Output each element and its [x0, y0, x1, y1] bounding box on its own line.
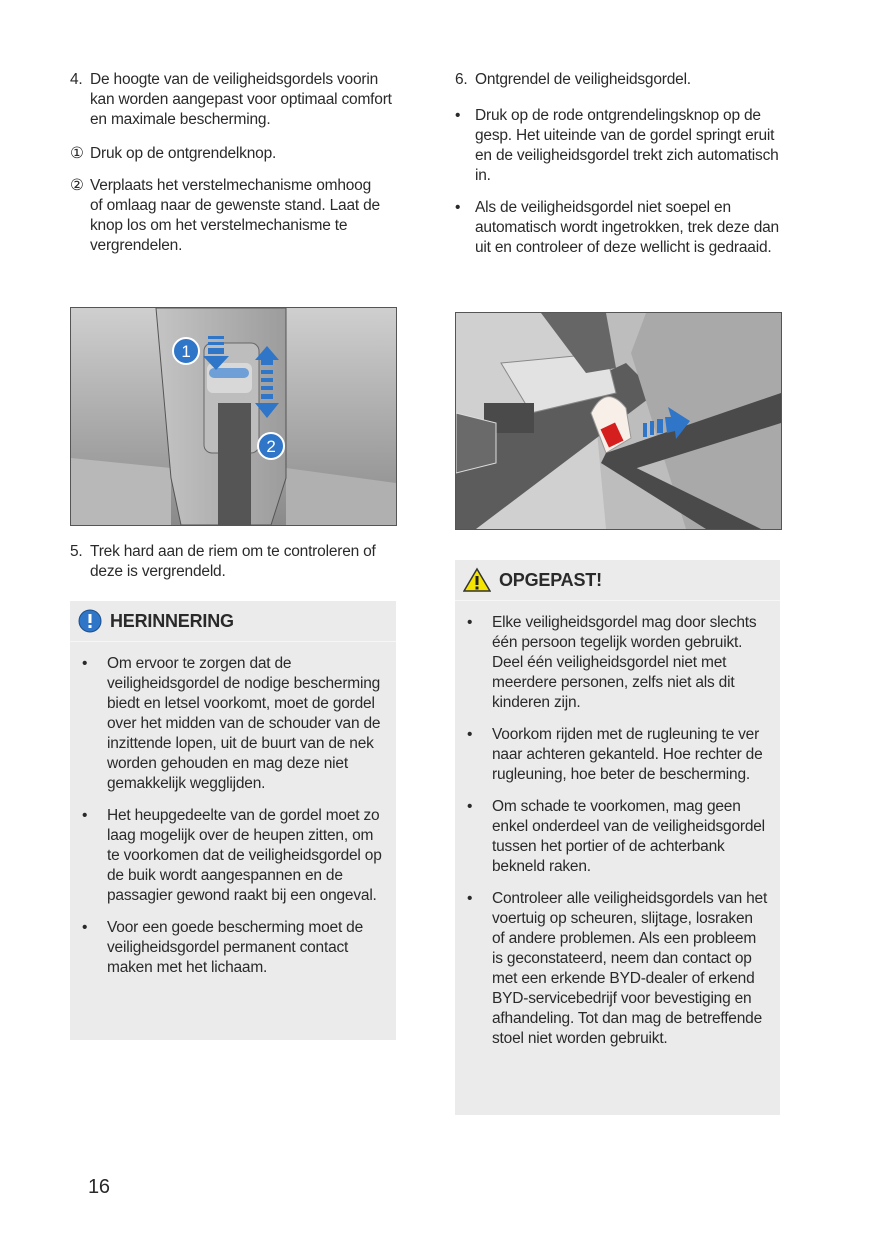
step-text: De hoogte van de veiligheidsgordels voorin kan worden aangepast voor optimaal comfort en maximale bescherming. [90, 71, 392, 128]
reminder-header [70, 601, 396, 642]
step-number: 4. [70, 71, 83, 88]
right-column [455, 70, 781, 270]
callout-2: 2 [266, 437, 276, 456]
instruction-item: • Als de veiligheidsgordel niet soepel en automatisch wordt ingetrokken, trek deze dan uit en controleer of deze wellicht is gedraaid. [455, 199, 779, 256]
reminder-title: HERINNERING [110, 611, 234, 631]
substep-text: Druk op de ontgrendelknop. [90, 145, 277, 162]
info-exclamation-icon [78, 609, 102, 633]
substep-1 [70, 144, 400, 164]
reminder-item: • Om ervoor te zorgen dat de veiligheidsgordel de nodige bescherming biedt en letsel voorkomt, moet de gordel over het midden van de schouder van de inzittende lopen, uit de buurt van de nek worden gehouden en mag deze niet gemakkelijk wegglijden. [82, 655, 381, 792]
step-5 [70, 542, 400, 596]
caution-box [455, 560, 780, 1115]
reminder-item: • Het heupgedeelte van de gordel moet zo laag mogelijk over de heupen zitten, om te voorkomen dat de veiligheidsgordel op de buik wordt aangespannen en de passagier gewond raakt bij een ongeval. [82, 807, 382, 904]
caution-item: • Voorkom rijden met de rugleuning te ver naar achteren gekanteld. Hoe rechter de rugleuning, hoe beter de bescherming. [467, 726, 763, 783]
seatbelt-release-illustration [455, 312, 782, 530]
substep-text: Verplaats het verstelmechanisme omhoog of omlaag naar de gewenste stand. Laat de knop los om het verstelmechanisme te vergrendelen. [90, 177, 380, 254]
caution-item: • Controleer alle veiligheidsgordels van het voertuig op scheuren, slijtage, losraken of andere problemen. Als een probleem is geconstateerd, neem dan contact op met een erkende BYD-dealer of erkend BYD-servicebedrijf voor bevestiging en afhandeling. Tot dan mag de betreffende stoel niet worden gebruikt. [467, 890, 768, 1047]
circled-number: ① [70, 145, 84, 162]
substep-2 [70, 176, 400, 256]
step-number: 5. [70, 543, 83, 560]
page-number: 16 [88, 1176, 110, 1198]
step-text: Trek hard aan de riem om te controleren of deze is vergrendeld. [90, 543, 376, 580]
reminder-box [70, 601, 396, 1040]
caution-header [455, 560, 780, 601]
step-text: Ontgrendel de veiligheidsgordel. [475, 71, 691, 88]
step-6 [455, 70, 781, 90]
warning-triangle-icon [463, 567, 491, 593]
caution-item: • Om schade te voorkomen, mag geen enkel onderdeel van de veiligheidsgordel tussen het portier of de achterbank bekneld raken. [467, 798, 765, 875]
seatbelt-height-adjuster-illustration [70, 307, 397, 526]
reminder-item: • Voor een goede bescherming moet de veiligheidsgordel permanent contact maken met het lichaam. [82, 919, 364, 976]
caution-item: • Elke veiligheidsgordel mag door slechts één persoon tegelijk worden gebruikt. Deel één veiligheidsgordel niet met meerdere personen, zelfs niet als dit kinderen zijn. [467, 614, 757, 711]
step-4 [70, 70, 400, 130]
instruction-item: • Druk op de rode ontgrendelingsknop op de gesp. Het uiteinde van de gordel springt eruit en de veiligheidsgordel trekt zich automatisch in. [455, 107, 779, 184]
circled-number: ② [70, 177, 84, 194]
callout-1: 1 [181, 342, 191, 361]
caution-title: OPGEPAST! [499, 570, 602, 590]
step-number: 6. [455, 71, 468, 88]
left-column [70, 70, 400, 268]
